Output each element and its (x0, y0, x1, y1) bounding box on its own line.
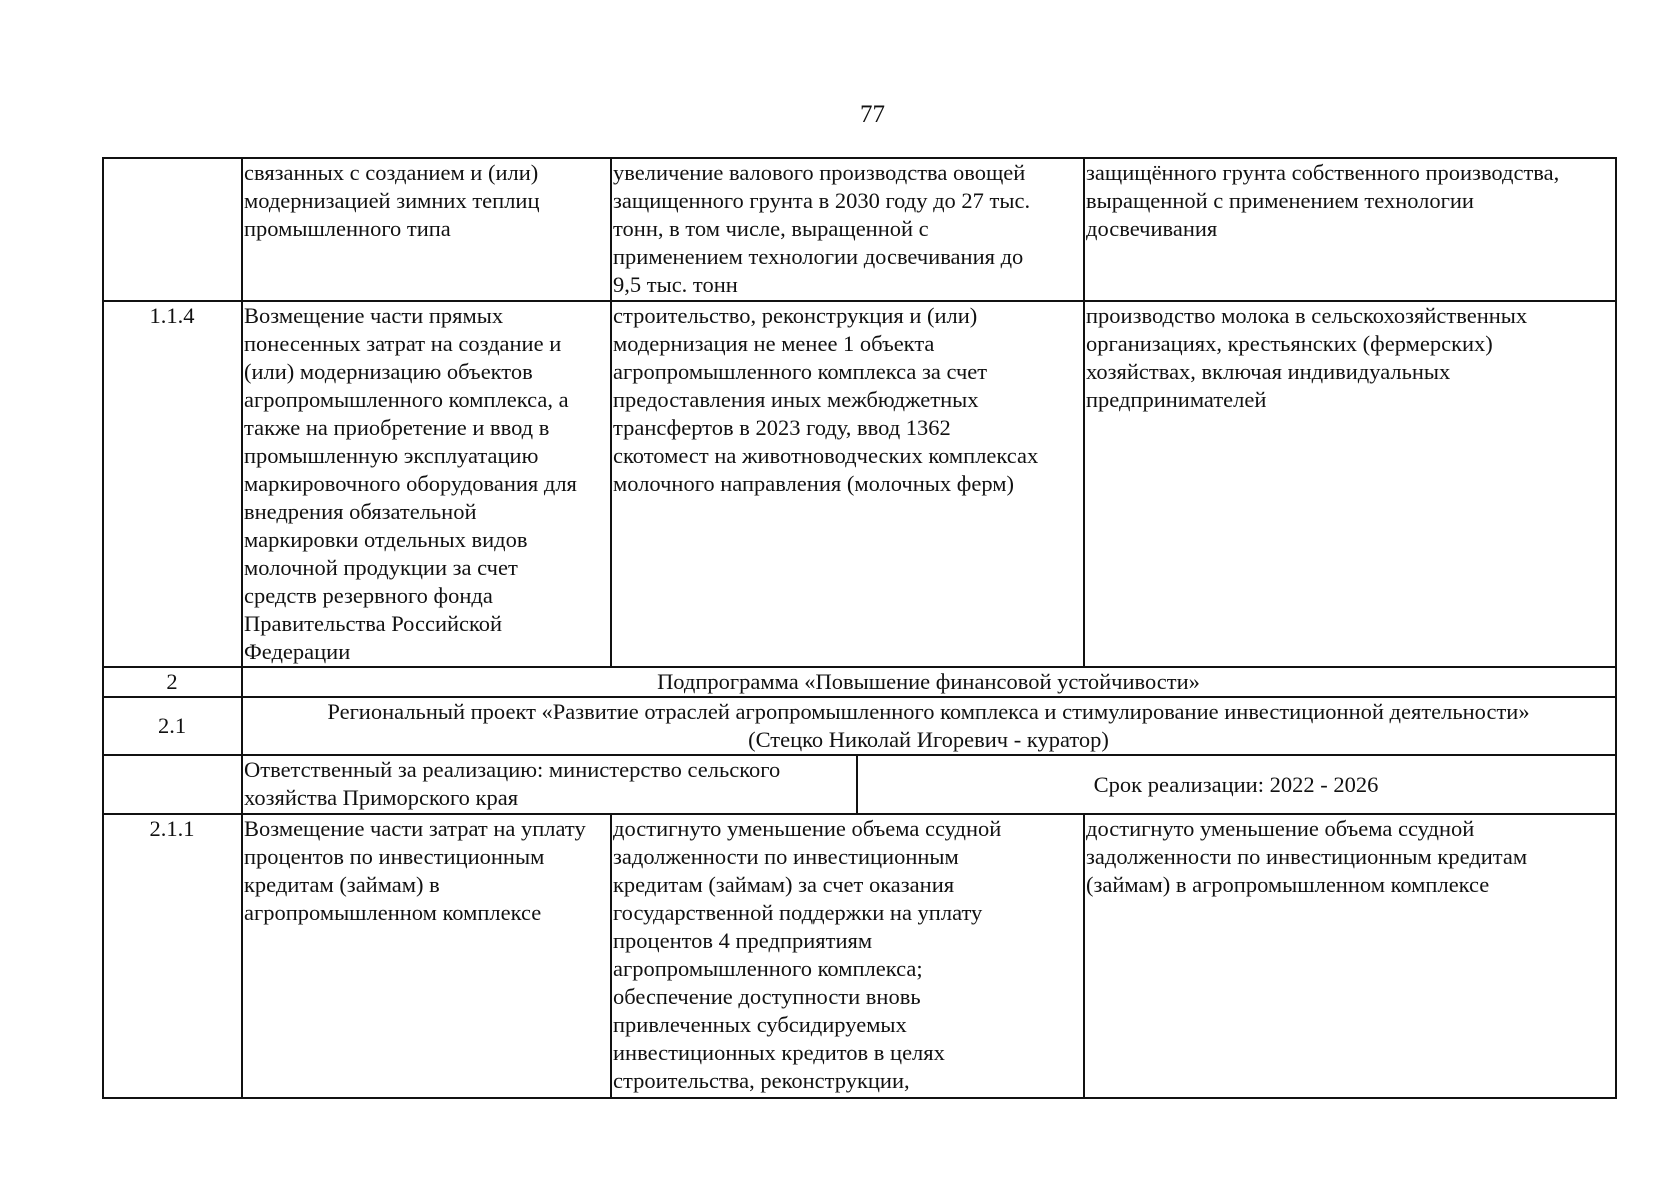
row-number-cell (103, 158, 242, 301)
responsible-row (103, 755, 1616, 814)
implementation-period: Срок реализации: 2022 - 2026 (1093, 771, 1379, 797)
subprogram-number: 2 (103, 667, 242, 697)
table-row (103, 158, 1616, 301)
measure-name-cell: Возмещение части затрат на уплату процентов по инвестиционным кредитам (займам) в агропромышленном комплексе (242, 814, 611, 1098)
row-number-cell: 2.1.1 (103, 814, 242, 1098)
project-title: Региональный проект «Развитие отраслей агропромышленного комплекса и стимулирование инвестиционной деятельности» (Стецко Николай Игоревич - куратор) (242, 697, 1616, 755)
project-row (103, 697, 1616, 755)
measure-name-cell: Возмещение части прямых понесенных затрат на создание и (или) модернизацию объектов агропромышленного комплекса, а также на приобретение и ввод в промышленную эксплуатацию маркировочного оборудования для внедрения обязательной маркировки отдельных видов молочной продукции за счет средств резервного фонда Правительства Российской Федерации (242, 301, 611, 667)
project-number: 2.1 (103, 697, 242, 755)
measure-name-cell: связанных с созданием и (или) модернизацией зимних теплиц промышленного типа (242, 158, 611, 301)
measures-table (102, 157, 1617, 1099)
responsible-executor: Ответственный за реализацию: министерство сельского хозяйства Приморского края (243, 756, 857, 813)
subprogram-row (103, 667, 1616, 697)
measure-indicators-cell: защищённого грунта собственного производства, выращенной с применением технологии досвечивания (1084, 158, 1616, 301)
table-row (103, 301, 1616, 667)
measure-tasks-cell: достигнуто уменьшение объема ссудной задолженности по инвестиционным кредитам (займам) за счет оказания государственной поддержки на уплату процентов 4 предприятиям агропромышленного комплекса; обеспечение доступности вновь привлеченных субсидируемых инвестиционных кредитов в целях строительства, реконструкции, (611, 814, 1084, 1098)
row-number-cell: 1.1.4 (103, 301, 242, 667)
measure-tasks-cell: строительство, реконструкция и (или) модернизация не менее 1 объекта агропромышленного комплекса за счет предоставления иных межбюджетных трансфертов в 2023 году, ввод 1362 скотомест на животноводческих комплексах молочного направления (молочных ферм) (611, 301, 1084, 667)
responsible-subtable (243, 756, 1615, 813)
measure-indicators-cell: достигнуто уменьшение объема ссудной задолженности по инвестиционным кредитам (займам) в агропромышленном комплексе (1084, 814, 1616, 1098)
table-row (103, 814, 1616, 1098)
empty-number-cell (103, 755, 242, 814)
subprogram-title: Подпрограмма «Повышение финансовой устойчивости» (242, 667, 1616, 697)
measure-indicators-cell: производство молока в сельскохозяйственных организациях, крестьянских (фермерских) хозяйствах, включая индивидуальных предпринимателей (1084, 301, 1616, 667)
measure-tasks-cell: увеличение валового производства овощей защищенного грунта в 2030 году до 27 тыс. тонн, в том числе, выращенной с применением технологии досвечивания до 9,5 тыс. тонн (611, 158, 1084, 301)
page-number: 77 (860, 101, 885, 128)
